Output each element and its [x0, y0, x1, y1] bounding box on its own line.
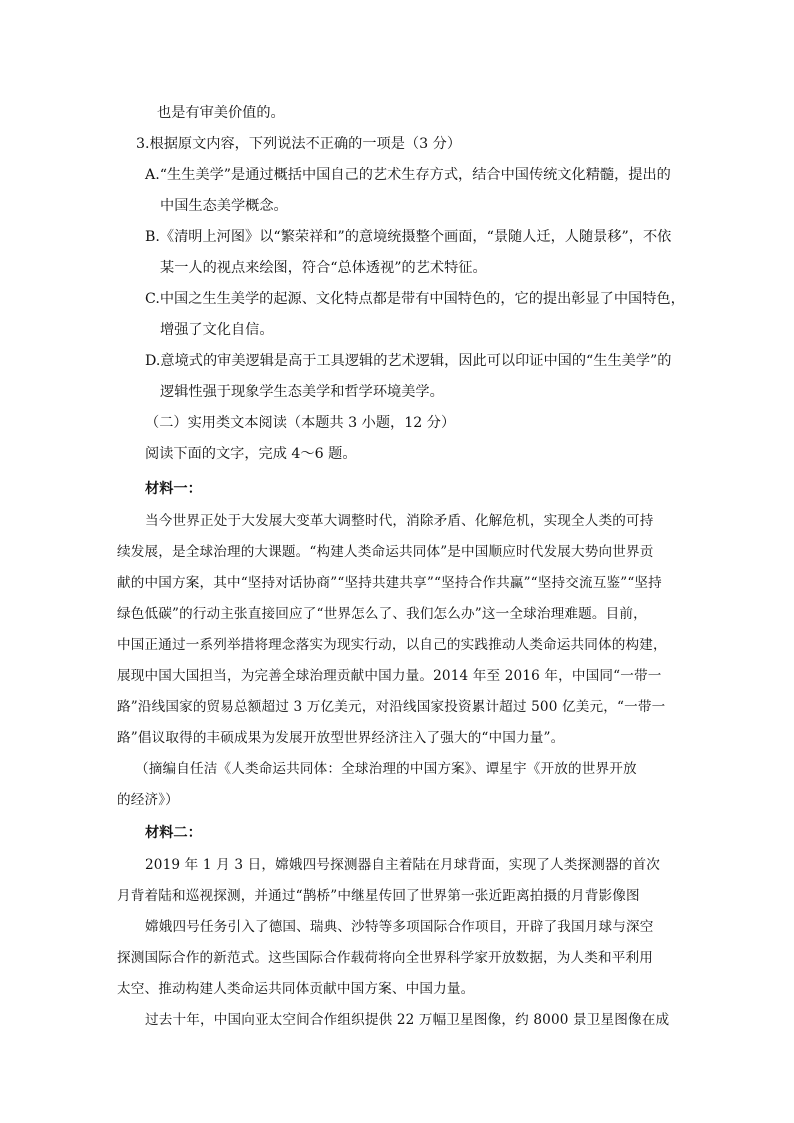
option-b-continued: 某一人的视点来绘图，符合“总体透视”的艺术特征。: [160, 260, 487, 276]
material-2-line: 探测国际合作的新范式。这些国际合作载荷将向全世界科学家开放数据，为人类和平利用: [117, 950, 654, 966]
text-line: 也是有审美价值的。: [157, 105, 285, 121]
option-b: B.《清明上河图》以“繁荣祥和”的意境统摄整个画面，“景随人迁，人随景移”，不依: [145, 229, 672, 245]
material-2-line: 太空、推动构建人类命运共同体贡献中国方案、中国力量。: [117, 981, 475, 997]
material-2-line: 过去十年，中国向亚太空间合作组织提供 22 万幅卫星图像，约 8000 景卫星图像在成: [145, 1012, 670, 1028]
option-d-continued: 逻辑性强于现象学生态美学和哲学环境美学。: [160, 384, 444, 400]
option-a-continued: 中国生态美学概念。: [160, 198, 288, 214]
material-1-line: 路”倡议取得的丰硕成果为发展开放型世界经济注入了强大的“中国力量”。: [117, 730, 565, 746]
material-1-source-continued: 的经济》）: [117, 792, 179, 808]
option-c-continued: 增强了文化自信。: [160, 322, 274, 338]
option-a: A.“生生美学”是通过概括中国自己的艺术生存方式，结合中国传统文化精髓，提出的: [145, 167, 671, 183]
material-1-line: 展现中国大国担当，为完善全球治理贡献中国力量。2014 年至 2016 年，中国同“一带一: [117, 668, 662, 684]
material-1-line: 献的中国方案，其中“坚持对话协商”“坚持共建共享”“坚持合作共赢”“坚持交流互鉴”“坚持: [117, 575, 662, 591]
material-1-line: 路”沿线国家的贸易总额超过 3 万亿美元，对沿线国家投资累计超过 500 亿美元，“一带一: [117, 699, 666, 715]
option-d: D.意境式的审美逻辑是高于工具逻辑的艺术逻辑，因此可以印证中国的“生生美学”的: [145, 353, 672, 369]
material-1-line: 中国正通过一系列举措将理念落实为现实行动，以自己的实践推动人类命运共同体的构建，: [117, 637, 667, 653]
option-c: C.中国之生生美学的起源、文化特点都是带有中国特色的，它的提出彰显了中国特色，: [145, 291, 685, 307]
material-2-line: 嫦娥四号任务引入了德国、瑞典、沙特等多项国际合作项目，开辟了我国月球与深空: [145, 919, 654, 935]
material-2-line: 2019 年 1 月 3 日，嫦娥四号探测器自主着陆在月球背面，实现了人类探测器的首次: [145, 857, 660, 873]
material-1-line: 当今世界正处于大发展大变革大调整时代，消除矛盾、化解危机，实现全人类的可持: [145, 513, 654, 529]
question-3-stem: 3.根据原文内容，下列说法不正确的一项是（3 分）: [136, 136, 462, 152]
material-1-line: 绿色低碳”的行动主张直接回应了“世界怎么了、我们怎么办”这一全球治理难题。目前，: [117, 606, 647, 622]
material-1-source: （摘编自任洁《人类命运共同体：全球治理的中国方案》、谭星宇《开放的世界开放: [135, 761, 637, 777]
material-1-line: 续发展，是全球治理的大课题。“构建人类命运共同体”是中国顺应时代发展大势向世界贡: [117, 544, 654, 560]
material-2-line: 月背着陆和巡视探测，并通过“鹊桥”中继星传回了世界第一张近距离拍摄的月背影像图: [117, 888, 640, 904]
instruction-text: 阅读下面的文字，完成 4～6 题。: [145, 446, 357, 462]
material-1-heading: 材料一：: [145, 481, 202, 497]
section-heading: （二）实用类文本阅读（本题共 3 小题，12 分）: [145, 415, 456, 431]
material-2-heading: 材料二：: [145, 825, 202, 841]
